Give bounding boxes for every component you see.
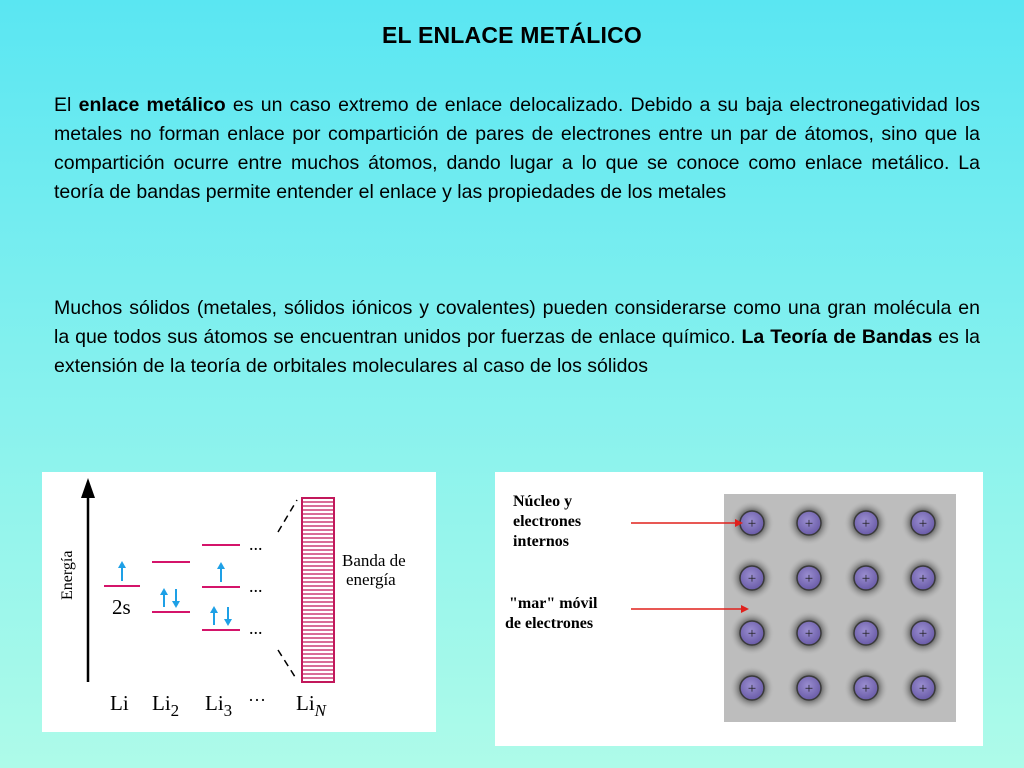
label-li2: $Li_2$ [152, 691, 180, 720]
plus-icon: + [918, 516, 928, 532]
ion-core [844, 666, 888, 710]
ellipsis-top: ... [249, 534, 263, 554]
level-li2 [152, 562, 190, 612]
p2-lead: Muchos sólidos (metales, sólidos iónicos y covalentes) pueden considerarse como una gran molécula en la que todos sus átomos se encuentran unidos por fuerzas de enlace químico. [54, 297, 980, 348]
label-sea-line1: "mar" móvil [509, 595, 598, 612]
plus-icon: + [804, 626, 814, 642]
plus-icon: + [747, 516, 757, 532]
ion-core [901, 611, 945, 655]
level-li3 [202, 545, 240, 630]
plus-icon: + [804, 571, 814, 587]
ellipsis-middle: ... [249, 576, 263, 596]
ion-core [730, 611, 774, 655]
lattice-figure [495, 472, 983, 746]
lattice-panel [495, 472, 983, 746]
plus-icon: + [861, 516, 871, 532]
plus-icon: + [747, 626, 757, 642]
plus-icon: + [918, 681, 928, 697]
ion-core [730, 556, 774, 600]
ion-core [901, 666, 945, 710]
energy-band [302, 498, 334, 682]
paragraph-band-theory [54, 294, 980, 381]
ion-core [844, 501, 888, 545]
ion-core [787, 501, 831, 545]
plus-icon: + [918, 626, 928, 642]
label-nucleus-line2: electrones [513, 513, 582, 530]
p1-rest: es un caso extremo de enlace delocalizado. Debido a su baja electronegatividad los metales no forman enlace por compartición de pares de electrones entre un par de átomos, sino que la compartición ocurre entre muchos átomos, dando lugar a lo que se conoce como enlace metálico. La teoría de bandas permite entender el enlace y las propiedades de los metales [54, 94, 981, 203]
plus-icon: + [861, 571, 871, 587]
p2-bold-term: La Teoría de Bandas [741, 326, 933, 348]
ion-core [787, 611, 831, 655]
connector-top [278, 500, 297, 532]
band-diagram-panel [42, 472, 436, 732]
plus-icon: + [747, 681, 757, 697]
label-dots: ··· [248, 690, 266, 710]
ion-core [844, 611, 888, 655]
label-li3: $Li_3$ [205, 691, 233, 720]
p1-lead: El [54, 94, 79, 116]
label-sea-line2: de electrones [505, 615, 594, 632]
p2-rest: es la extensión de la teoría de orbitales moleculares al caso de los sólidos [54, 326, 981, 377]
orbital-2s-label: 2s [112, 595, 131, 619]
ion-core [787, 666, 831, 710]
plus-icon: + [918, 571, 928, 587]
level-li [104, 561, 140, 586]
ellipsis-bottom: ... [249, 618, 263, 638]
ion-core [844, 556, 888, 600]
band-diagram [42, 472, 436, 732]
label-lin: $Li_N$ [296, 691, 327, 720]
ion-core [787, 556, 831, 600]
plus-icon: + [747, 571, 757, 587]
ion-core [901, 501, 945, 545]
energy-axis-arrow-icon [81, 478, 95, 498]
p1-bold-term: enlace metálico [78, 94, 226, 116]
label-nucleus-line3: internos [513, 533, 569, 550]
slide-title: EL ENLACE METÁLICO [381, 22, 642, 48]
ion-core [901, 556, 945, 600]
band-label-line1: Banda de [342, 551, 406, 570]
label-nucleus-line1: Núcleo y [513, 493, 573, 510]
plus-icon: + [861, 681, 871, 697]
paragraph-metallic-bond [54, 91, 980, 207]
connector-bottom [278, 650, 297, 680]
band-label-line2: energía [346, 570, 396, 589]
plus-icon: + [804, 681, 814, 697]
plus-icon: + [804, 516, 814, 532]
plus-icon: + [861, 626, 871, 642]
label-li: Li [110, 691, 129, 715]
ion-core [730, 666, 774, 710]
energy-axis-label: Energía [59, 550, 76, 600]
